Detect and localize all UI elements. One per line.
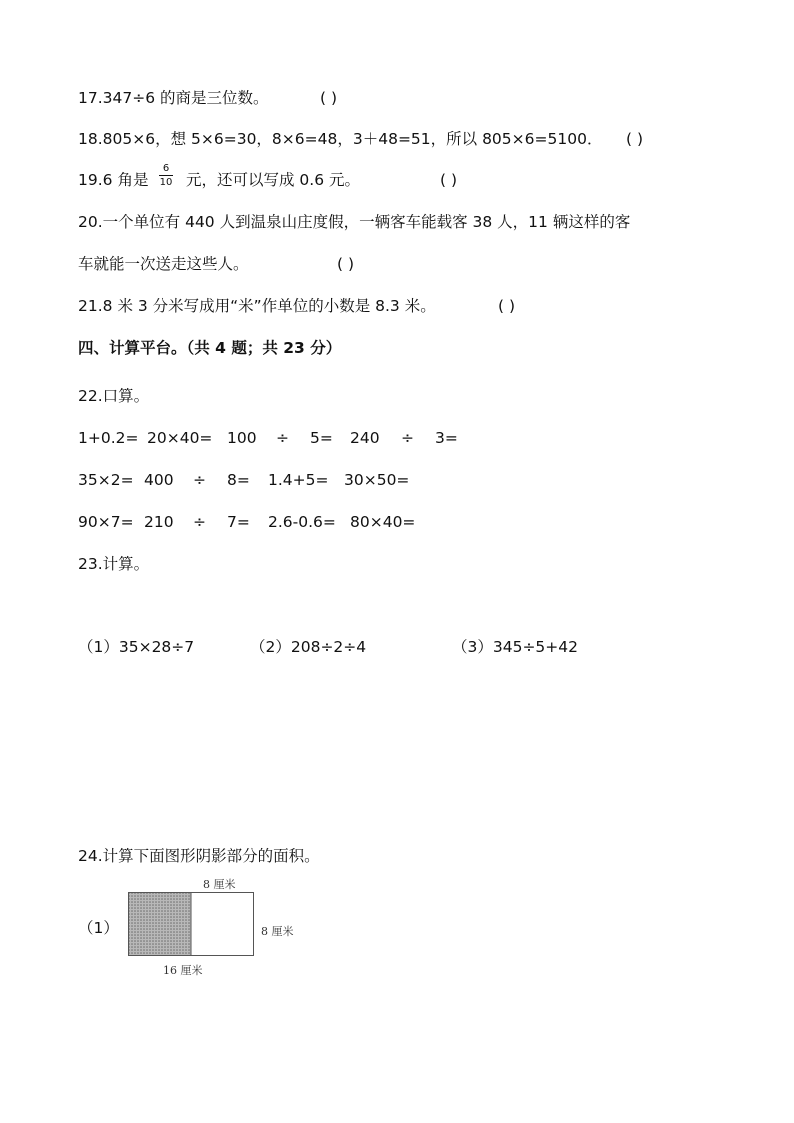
answer-blank-18[interactable]: ( ) [626, 130, 644, 148]
math-cell: 3= [435, 429, 458, 447]
math-cell: 35×2= [78, 471, 134, 489]
math-cell: 90×7= [78, 513, 134, 531]
question-18: 18.805×6，想 5×6=30，8×6=48，3＋48=51，所以 805×6=5100． [78, 130, 603, 148]
right-dimension-label: 8 厘米 [261, 925, 294, 938]
question-20-line1: 20.一个单位有 440 人到温泉山庄度假，一辆客车能载客 38 人，11 辆这样的客 [78, 213, 631, 231]
math-cell: ÷ [193, 513, 206, 531]
question-22-title: 22.口算。 [78, 387, 150, 405]
question-23-title: 23.计算。 [78, 555, 150, 573]
figure-label: （1） [78, 919, 119, 937]
white-square [191, 893, 254, 956]
section-title: 四、计算平台。（共 4 题；共 23 分） [78, 339, 342, 357]
calc-item-1: （1）35×28÷7 [78, 638, 195, 656]
question-19-suffix: 元，还可以写成 0.6 元。 [186, 171, 361, 189]
bottom-dimension-label: 16 厘米 [163, 964, 203, 977]
answer-blank-19[interactable]: ( ) [440, 171, 458, 189]
calc-item-3: （3）345÷5+42 [452, 638, 579, 656]
answer-blank-20[interactable]: ( ) [337, 255, 355, 273]
question-17: 17.347÷6 的商是三位数。 [78, 89, 269, 107]
question-24-title: 24.计算下面图形阴影部分的面积。 [78, 847, 320, 865]
question-19-prefix: 19.6 角是 [78, 171, 149, 189]
calc-item-2: （2）208÷2÷4 [250, 638, 367, 656]
answer-blank-17[interactable]: ( ) [320, 89, 338, 107]
fraction-bar [159, 175, 173, 176]
math-cell: 8= [227, 471, 250, 489]
top-dimension-label: 8 厘米 [203, 878, 236, 891]
math-cell: 30×50= [344, 471, 410, 489]
math-cell: 1.4+5= [268, 471, 329, 489]
math-cell: 1+0.2= [78, 429, 139, 447]
math-cell: 80×40= [350, 513, 416, 531]
math-cell: 240 [350, 429, 380, 447]
math-cell: 20×40= [147, 429, 213, 447]
math-cell: 7= [227, 513, 250, 531]
math-cell: 100 [227, 429, 257, 447]
math-cell: 2.6-0.6= [268, 513, 336, 531]
math-cell: ÷ [401, 429, 414, 447]
math-cell: 5= [310, 429, 333, 447]
question-21: 21.8 米 3 分米写成用“米”作单位的小数是 8.3 米。 [78, 297, 436, 315]
shaded-region [129, 893, 192, 956]
area-figure [128, 892, 254, 956]
fraction-numerator: 6 [162, 163, 170, 174]
answer-blank-21[interactable]: ( ) [498, 297, 516, 315]
fraction [159, 163, 173, 188]
math-cell: 400 [144, 471, 174, 489]
rectangle-figure [128, 892, 254, 956]
math-cell: 210 [144, 513, 174, 531]
fraction-denominator: 10 [159, 177, 173, 188]
question-20-line2: 车就能一次送走这些人。 [78, 255, 249, 273]
math-cell: ÷ [276, 429, 289, 447]
math-cell: ÷ [193, 471, 206, 489]
